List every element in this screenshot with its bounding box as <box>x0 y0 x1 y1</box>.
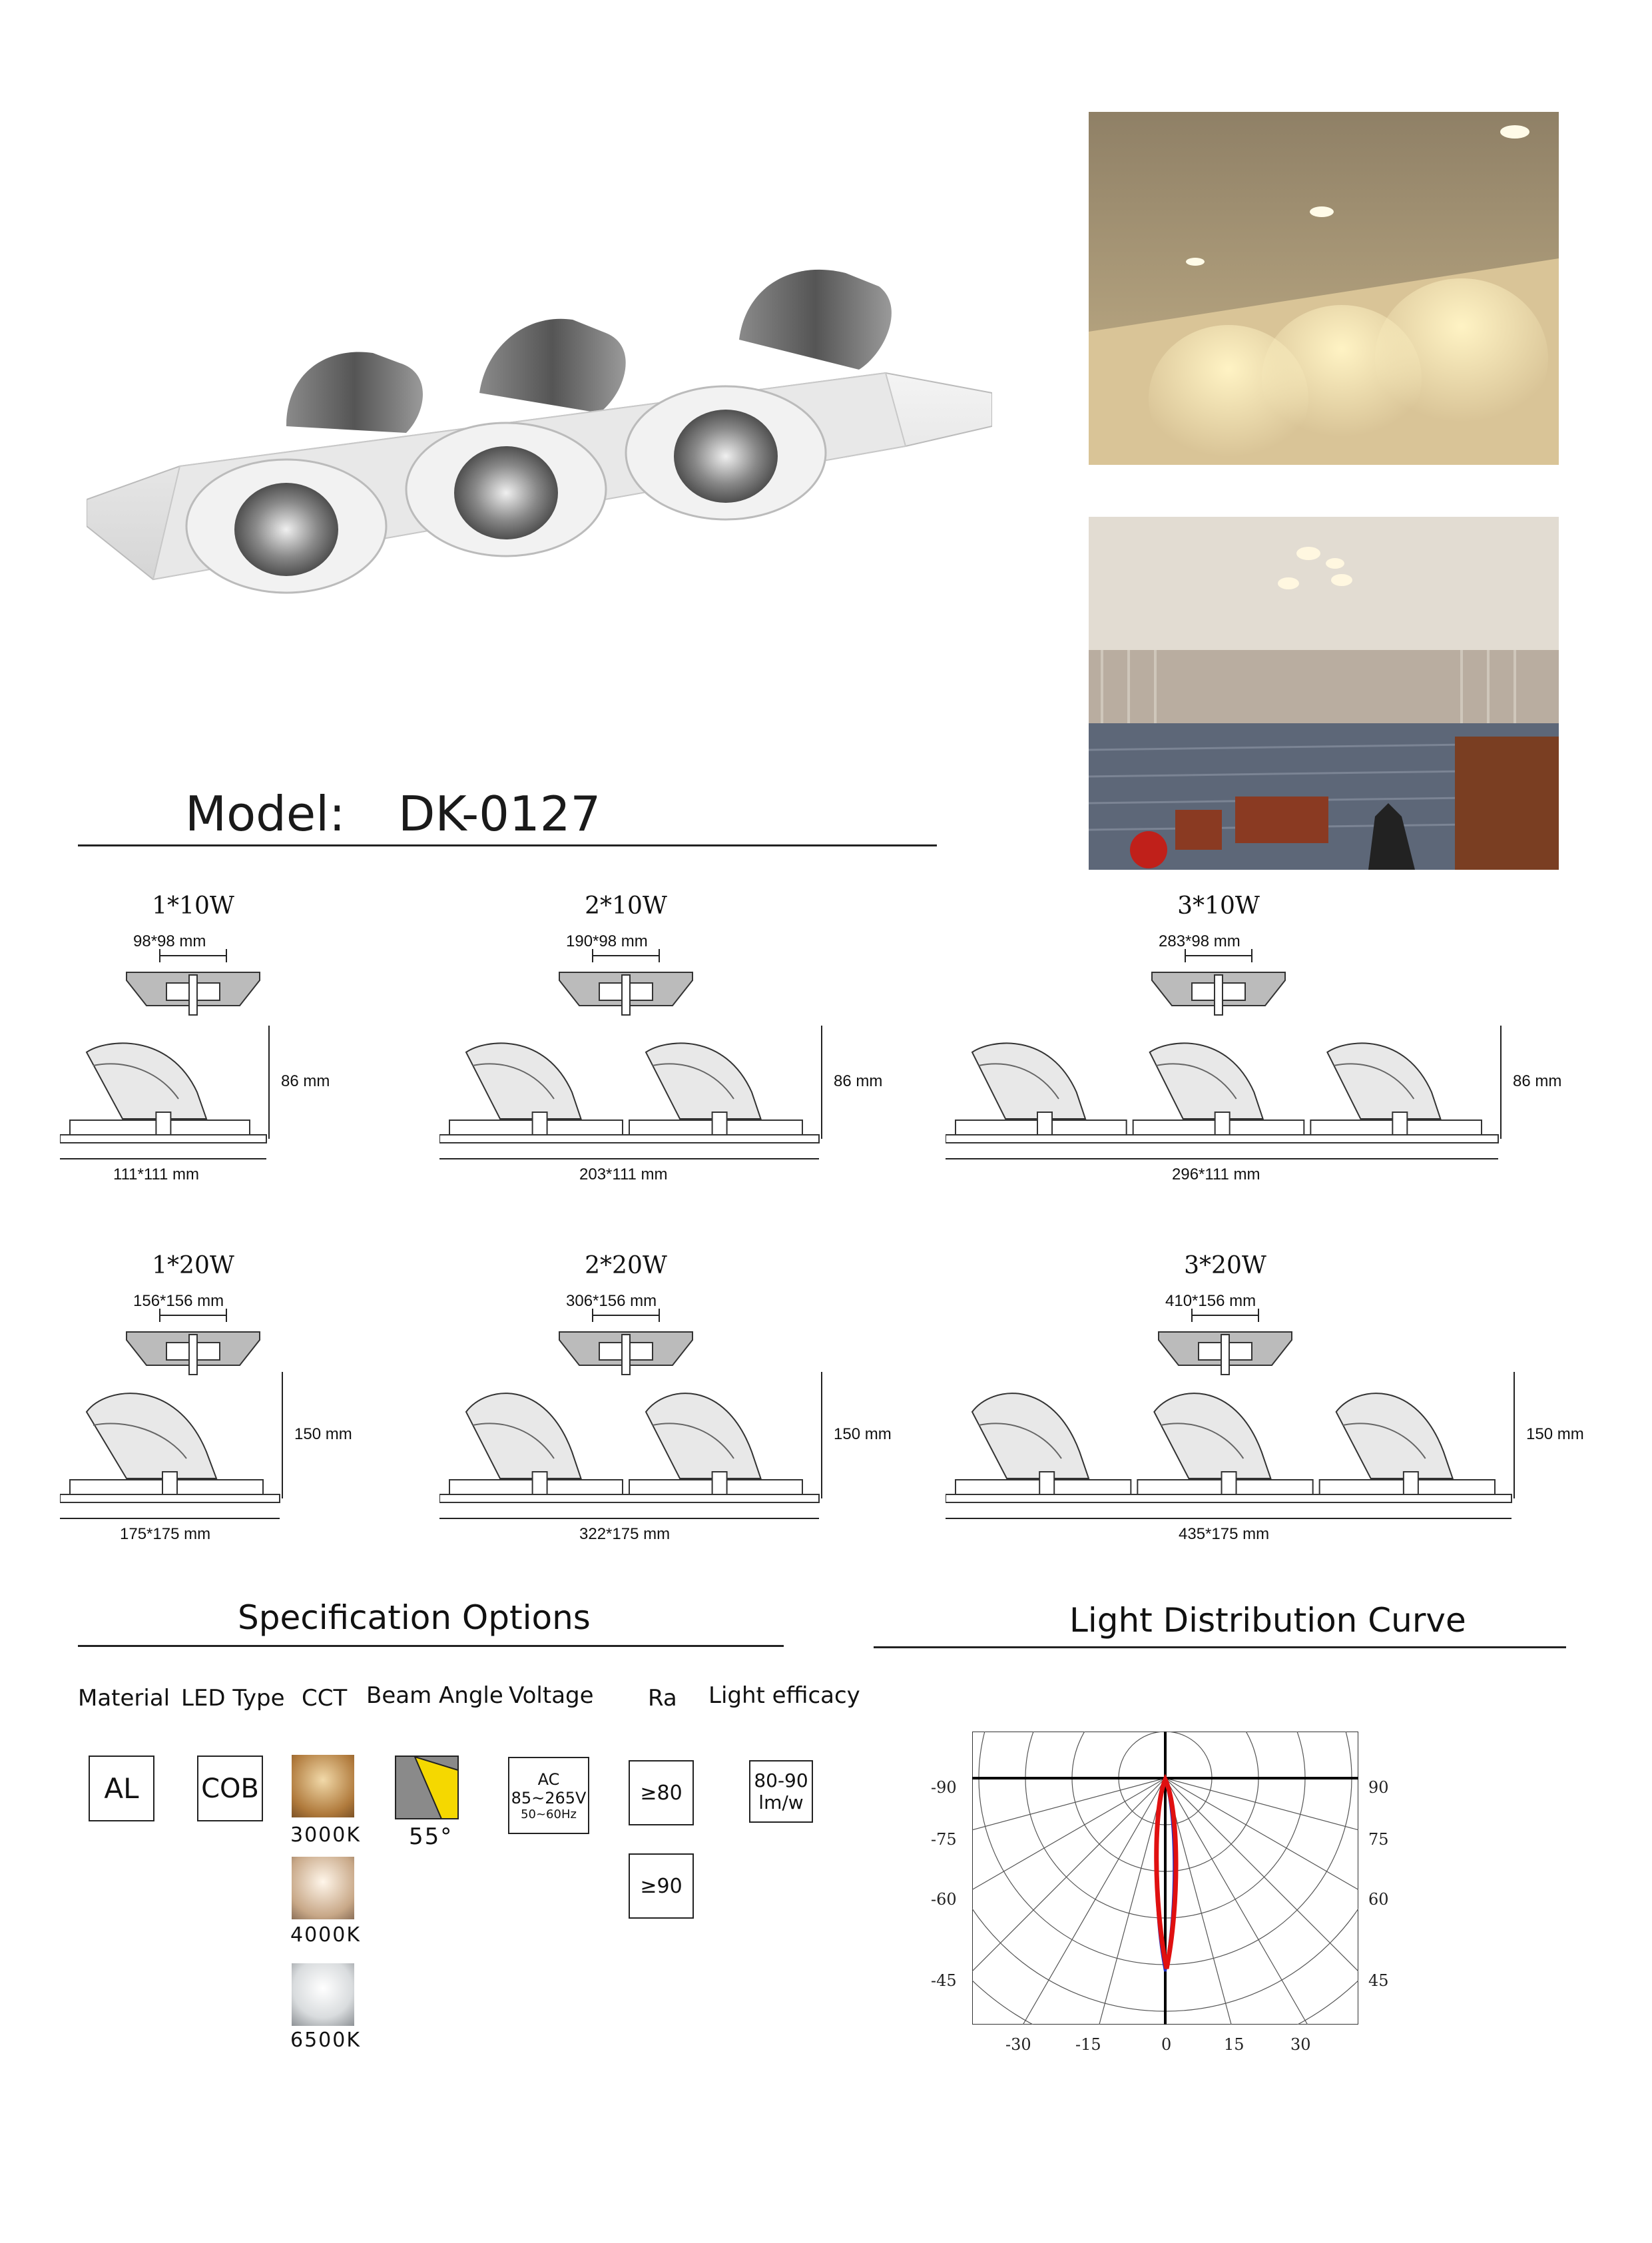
light-distribution-plot <box>972 1732 1358 2025</box>
spec-title: Specification Options <box>238 1598 591 1637</box>
height-dimension: 150 mm <box>1526 1425 1584 1443</box>
ldc-left-label-90: -90 <box>931 1778 957 1797</box>
top-dimension: 190*98 mm <box>566 932 648 950</box>
efficacy-line2: lm/w <box>758 1791 804 1813</box>
led-type-box: COB <box>197 1756 263 1821</box>
ldc-bottom-label-m30: -30 <box>1005 2035 1031 2054</box>
ldc-title: Light Distribution Curve <box>1069 1601 1466 1640</box>
model-heading <box>185 786 601 842</box>
ldc-underline <box>874 1646 1566 1648</box>
top-dimension: 156*156 mm <box>133 1292 224 1310</box>
ldc-right-label-60: 60 <box>1368 1890 1389 1909</box>
width-dimension: 203*111 mm <box>579 1165 668 1183</box>
width-dimension: 111*111 mm <box>113 1165 199 1183</box>
variant-3 <box>946 892 1598 1225</box>
variant-2 <box>439 892 919 1225</box>
cct-swatch-4000k <box>292 1857 354 1919</box>
ldc-bottom-label-30: 30 <box>1290 2035 1311 2054</box>
product-image <box>87 246 992 646</box>
ldc-right-label-45: 45 <box>1368 1971 1389 1990</box>
variant-4 <box>60 1252 380 1585</box>
spec-underline <box>78 1645 784 1647</box>
beam-angle-value: 55° <box>409 1823 453 1850</box>
material-box: AL <box>89 1756 154 1821</box>
voltage-line3: 50~60Hz <box>521 1807 577 1821</box>
model-underline <box>78 844 937 846</box>
variant-title: 1*20W <box>152 1252 234 1279</box>
width-dimension: 322*175 mm <box>579 1525 671 1543</box>
cct-swatch-6500k <box>292 1963 354 2026</box>
cct-label-4000k: 4000K <box>290 1923 362 1947</box>
top-dimension: 410*156 mm <box>1165 1292 1256 1310</box>
width-dimension: 435*175 mm <box>1179 1525 1270 1543</box>
application-photo-room <box>1089 517 1559 870</box>
height-dimension: 86 mm <box>281 1072 330 1090</box>
model-label: Model: <box>185 786 346 842</box>
ldc-left-label-75: -75 <box>931 1830 957 1849</box>
ldc-bottom-label-0: 0 <box>1161 2035 1172 2054</box>
variant-title: 1*10W <box>152 892 234 920</box>
voltage-line2: 85~265V <box>511 1788 587 1807</box>
variant-6 <box>946 1252 1611 1585</box>
spec-header-cct: CCT <box>302 1685 348 1712</box>
ra-box-80: ≥80 <box>629 1760 694 1825</box>
voltage-line1: AC <box>537 1769 560 1789</box>
top-dimension: 283*98 mm <box>1159 932 1240 950</box>
variant-1 <box>60 892 366 1225</box>
ldc-right-label-75: 75 <box>1368 1830 1389 1849</box>
ldc-left-label-60: -60 <box>931 1890 957 1909</box>
top-dimension: 306*156 mm <box>566 1292 657 1310</box>
variant-title: 3*20W <box>1184 1252 1266 1279</box>
ldc-right-label-90: 90 <box>1368 1778 1389 1797</box>
ldc-left-label-45: -45 <box>931 1971 957 1990</box>
spec-header-ra: Ra <box>648 1685 677 1712</box>
variant-title: 2*10W <box>585 892 667 920</box>
width-dimension: 296*111 mm <box>1172 1165 1260 1183</box>
height-dimension: 150 mm <box>834 1425 892 1443</box>
efficacy-box <box>749 1760 813 1823</box>
height-dimension: 86 mm <box>834 1072 883 1090</box>
ldc-bottom-label-15: 15 <box>1224 2035 1244 2054</box>
spec-header-led-type: LED Type <box>181 1685 285 1712</box>
voltage-box <box>508 1757 589 1834</box>
model-number: DK-0127 <box>398 786 601 842</box>
spec-header-material: Material <box>78 1685 170 1712</box>
cct-swatch-3000k <box>292 1755 354 1817</box>
ldc-bottom-label-m15: -15 <box>1075 2035 1101 2054</box>
ra-box-90: ≥90 <box>629 1853 694 1919</box>
variant-title: 3*10W <box>1177 892 1260 920</box>
height-dimension: 150 mm <box>294 1425 352 1443</box>
spec-header-beam-angle: Beam Angle <box>366 1682 503 1709</box>
top-dimension: 98*98 mm <box>133 932 206 950</box>
height-dimension: 86 mm <box>1513 1072 1562 1090</box>
cct-label-6500k: 6500K <box>290 2029 362 2052</box>
efficacy-line1: 80-90 <box>754 1769 808 1791</box>
spec-header-efficacy: Light efficacy <box>708 1682 860 1709</box>
beam-angle-icon <box>395 1756 459 1819</box>
variant-title: 2*20W <box>585 1252 667 1279</box>
variant-5 <box>439 1252 919 1585</box>
spec-header-voltage: Voltage <box>509 1682 594 1709</box>
application-photo-wall <box>1089 112 1559 465</box>
cct-label-3000k: 3000K <box>290 1823 362 1847</box>
width-dimension: 175*175 mm <box>120 1525 211 1543</box>
